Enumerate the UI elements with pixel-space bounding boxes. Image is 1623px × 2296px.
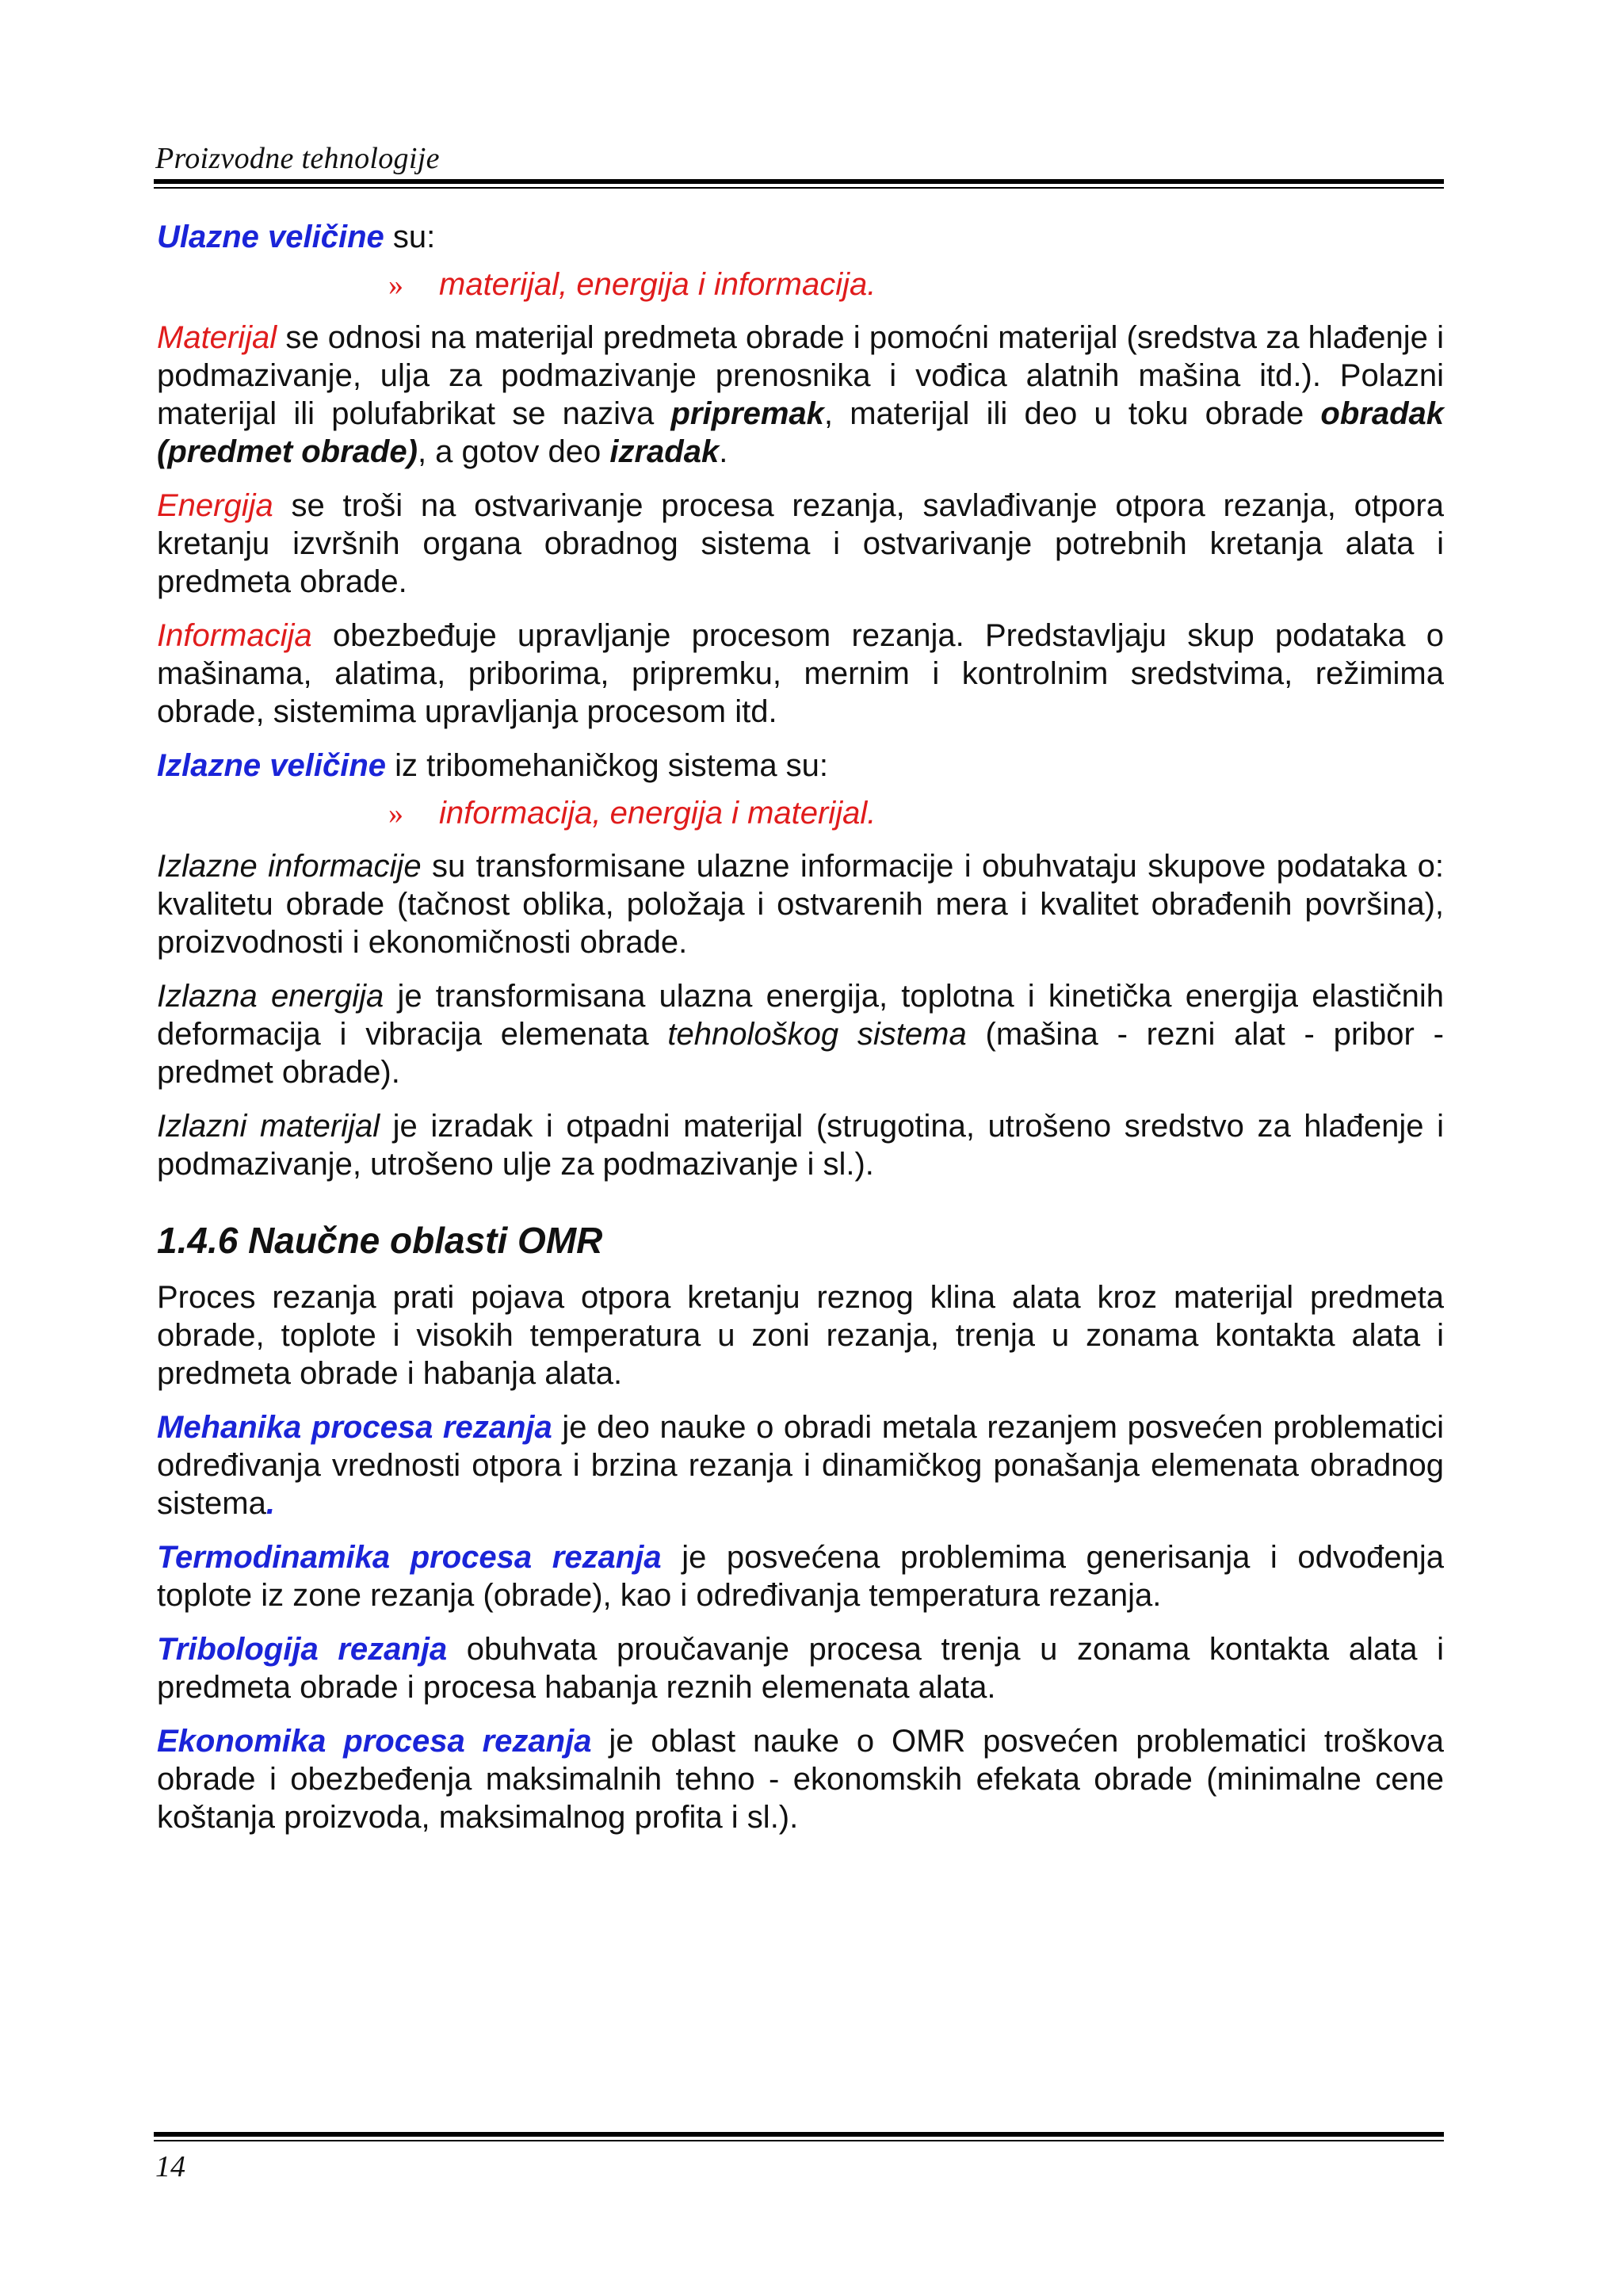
paragraph-tribologija bbox=[157, 1630, 1444, 1706]
term-tribologija: Tribologija rezanja bbox=[157, 1632, 448, 1667]
running-header: Proizvodne tehnologije bbox=[155, 142, 440, 175]
term-izlazni-materijal: Izlazni materijal bbox=[157, 1109, 380, 1144]
text-segment: se troši na ostvarivanje procesa rezanja, savlađivanje otpora rezanja, otpora kretanju izvršnih organa obradnog sistema i ostvarivanje potrebnih kretanja alata i predmeta obrade. bbox=[157, 488, 1444, 599]
inputs-bullet bbox=[157, 266, 1444, 304]
page-body bbox=[157, 218, 1444, 1852]
paragraph-ekonomika bbox=[157, 1722, 1444, 1836]
paragraph-intro: Proces rezanja prati pojava otpora kretanju reznog klina alata kroz materijal predmeta obrade, toplote i visokih temperatura u zoni rezanja, trenja u zonama kontakta alata i predmeta obrade i habanja alata. bbox=[157, 1280, 1444, 1391]
text-segment: obuhvata proučavanje procesa trenja u zonama kontakta alata i predmeta obrade i procesa habanja reznih elemenata alata. bbox=[157, 1632, 1444, 1705]
text-segment: . bbox=[719, 434, 728, 469]
paragraph-informacija bbox=[157, 617, 1444, 731]
outputs-bullet bbox=[157, 794, 1444, 833]
inputs-bullet-text: materijal, energija i informacija. bbox=[439, 267, 876, 302]
inputs-term: Ulazne veličine bbox=[157, 220, 384, 254]
paragraph-materijal bbox=[157, 319, 1444, 471]
term-energija: Energija bbox=[157, 488, 273, 523]
paragraph-mehanika bbox=[157, 1408, 1444, 1522]
term-tehnoloski-sistem: tehnološkog sistema bbox=[667, 1017, 967, 1052]
term-ekonomika: Ekonomika procesa rezanja bbox=[157, 1724, 592, 1759]
page-number: 14 bbox=[155, 2150, 185, 2183]
text-segment: je oblast nauke o OMR posvećen problematici troškova obrade i obezbeđenja maksimalnih tehno - ekonomskih efekata obrade (minimalne cene koštanja proizvoda, maksimalnog profita i sl.). bbox=[157, 1724, 1445, 1835]
paragraph-termodinamika bbox=[157, 1538, 1444, 1614]
text-segment: je transformisana ulazna energija, toplotna i kinetička energija elastičnih deformacija i vibracija elemenata bbox=[157, 979, 1444, 1052]
paragraph-izlazni-materijal bbox=[157, 1107, 1444, 1183]
term-termodinamika: Termodinamika procesa rezanja bbox=[157, 1540, 662, 1575]
text-segment: je deo nauke o obradi metala rezanjem posvećen problematici određivanja vrednosti otpora i brzina rezanja i dinamičkog ponašanja elemenata obradnog sistema bbox=[157, 1410, 1445, 1521]
text-segment: (mašina - rezni alat - pribor - predmet obrade). bbox=[157, 1017, 1444, 1090]
paragraph-energija bbox=[157, 487, 1444, 601]
inputs-heading-rest: su: bbox=[384, 220, 436, 254]
section-heading: 1.4.6 Naučne oblasti OMR bbox=[157, 1220, 603, 1261]
outputs-heading bbox=[157, 747, 1444, 785]
outputs-bullet-text: informacija, energija i materijal. bbox=[439, 796, 876, 831]
term-obradak: obradak (predmet obrade) bbox=[157, 396, 1445, 469]
term-izlazne-informacije: Izlazne informacije bbox=[157, 849, 422, 884]
term-mehanika-end: . bbox=[265, 1486, 275, 1521]
text-segment: su transformisane ulazne informacije i obuhvataju skupove podataka o: kvalitetu obrade (tačnost oblika, položaja i ostvarenih mera i kvalitet obrađenih površina), proizvodnosti i ekonomičnosti obrade. bbox=[157, 849, 1444, 960]
outputs-heading-rest: iz tribomehaničkog sistema su: bbox=[386, 748, 829, 783]
text-segment: je izradak i otpadni materijal (strugotina, utrošeno sredstvo za hlađenje i podmazivanje, utrošeno ulje za podmazivanje i sl.). bbox=[157, 1109, 1444, 1182]
paragraph-izlazna-energija bbox=[157, 977, 1444, 1091]
term-izlazna-energija: Izlazna energija bbox=[157, 979, 384, 1014]
outputs-term: Izlazne veličine bbox=[157, 748, 387, 783]
paragraph-izlazne-informacije bbox=[157, 847, 1444, 961]
term-pripremak: pripremak bbox=[670, 396, 824, 431]
text-segment: , materijal ili deo u toku obrade bbox=[823, 396, 1321, 431]
text-segment: je posvećena problemima generisanja i odvođenja toplote iz zone rezanja (obrade), kao i određivanja temperatura rezanja. bbox=[157, 1540, 1444, 1613]
bullet-mark-icon: » bbox=[388, 797, 403, 831]
inputs-heading bbox=[157, 218, 1444, 256]
term-materijal: Materijal bbox=[157, 320, 277, 355]
header-rule bbox=[154, 179, 1444, 189]
term-izradak: izradak bbox=[609, 434, 720, 469]
bullet-mark-icon: » bbox=[388, 269, 403, 302]
footer-rule bbox=[154, 2132, 1444, 2141]
text-segment: se odnosi na materijal predmeta obrade i pomoćni materijal (sredstva za hlađenje i podmazivanje, ulja za podmazivanje prenosnika i vođica alatnih mašina itd.). Polazni materijal ili polufabrikat se naziva bbox=[157, 320, 1444, 431]
term-informacija: Informacija bbox=[157, 618, 312, 653]
text-segment: , a gotov deo bbox=[417, 434, 610, 469]
text-segment: obezbeđuje upravljanje procesom rezanja. Predstavljaju skup podataka o mašinama, alatima, priborima, pripremku, mernim i kontrolnim sredstvima, režimima obrade, sistemima upravljanja procesom itd. bbox=[157, 618, 1444, 729]
term-mehanika: Mehanika procesa rezanja bbox=[157, 1410, 552, 1445]
